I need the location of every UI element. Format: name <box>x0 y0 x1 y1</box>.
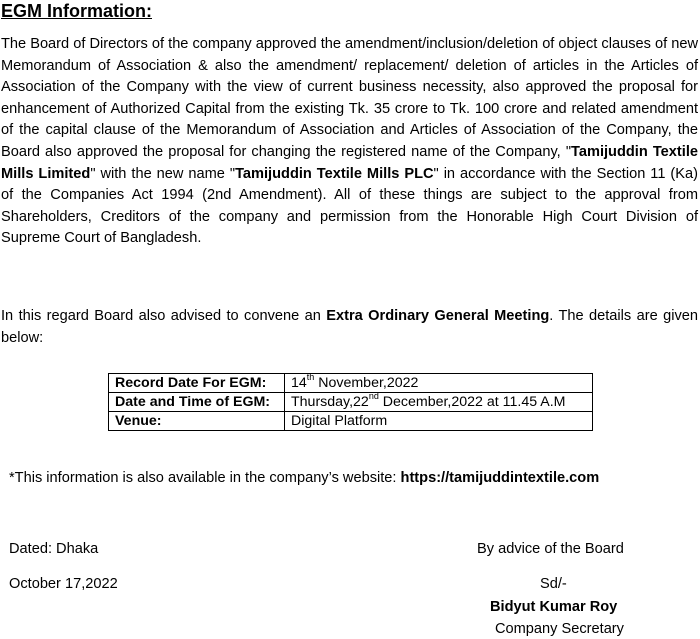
website-note <box>9 468 599 488</box>
dated-place: Dated: Dhaka <box>9 541 99 557</box>
venue-value: Digital Platform <box>285 412 593 431</box>
egm-intro-paragraph <box>1 306 698 349</box>
paragraph-text: " with the new name " <box>90 165 236 182</box>
old-company-name: Tamijuddin Textile Mills Limited <box>1 143 698 182</box>
table-row <box>109 374 593 393</box>
section-heading: EGM Information: <box>1 1 152 21</box>
ordinal-suffix: nd <box>368 391 379 402</box>
record-date-value <box>285 374 593 393</box>
venue-label: Venue: <box>109 412 285 431</box>
website-link[interactable]: https://tamijuddintextile.com <box>400 470 600 486</box>
table-row <box>109 412 593 431</box>
egm-details-table <box>108 373 593 431</box>
record-date-rest: November,2022 <box>314 375 419 391</box>
paragraph-text: The Board of Directors of the company approved the amendment/inclusion/deletion of object clauses of new Memorandum of Association & also the amendment/ replacement/ deletion of articles in the Articles of Association of the Company with the view of current business necessity, also approved the proposal for enhancement of Authorized Capital from the existing Tk. 35 crore to Tk. 100 crore and related amendment of the capital clause of the Memorandum of Association and Articles of Association of the Company, the Board also approved the proposal for changing the registered name of the Company, " <box>1 36 698 160</box>
paragraph-text: In this regard Board also advised to convene an <box>1 308 327 324</box>
notice-date: October 17,2022 <box>9 576 118 592</box>
ordinal-suffix: th <box>306 372 315 383</box>
board-advice: By advice of the Board <box>477 541 624 557</box>
board-approval-paragraph <box>1 34 698 250</box>
signatory-title: Company Secretary <box>495 621 624 637</box>
table-row <box>109 393 593 412</box>
date-time-label: Date and Time of EGM: <box>109 393 285 412</box>
date-time-prefix: Thursday,22 <box>291 394 369 410</box>
signatory-name: Bidyut Kumar Roy <box>490 599 618 615</box>
new-company-name: Tamijuddin Textile Mills PLC <box>235 165 434 182</box>
paragraph-text: . The details are given below: <box>1 308 698 346</box>
paragraph-text: " in accordance with the Section 11 (Ka) of the Companies Act 1994 (2nd Amendment). All of these things are subject to the approval from Shareholders, Creditors of the company and permission from the Honorable High Court Division of Supreme Court of Bangladesh. <box>1 165 698 247</box>
record-date-label: Record Date For EGM: <box>109 374 285 393</box>
signature-mark: Sd/- <box>540 576 567 592</box>
date-time-value <box>285 393 593 412</box>
meeting-name: Extra Ordinary General Meeting <box>326 308 550 324</box>
record-date-day: 14 <box>291 375 307 391</box>
note-text: *This information is also available in the company’s website: <box>9 470 401 486</box>
date-time-rest: December,2022 at 11.45 A.M <box>378 394 566 410</box>
